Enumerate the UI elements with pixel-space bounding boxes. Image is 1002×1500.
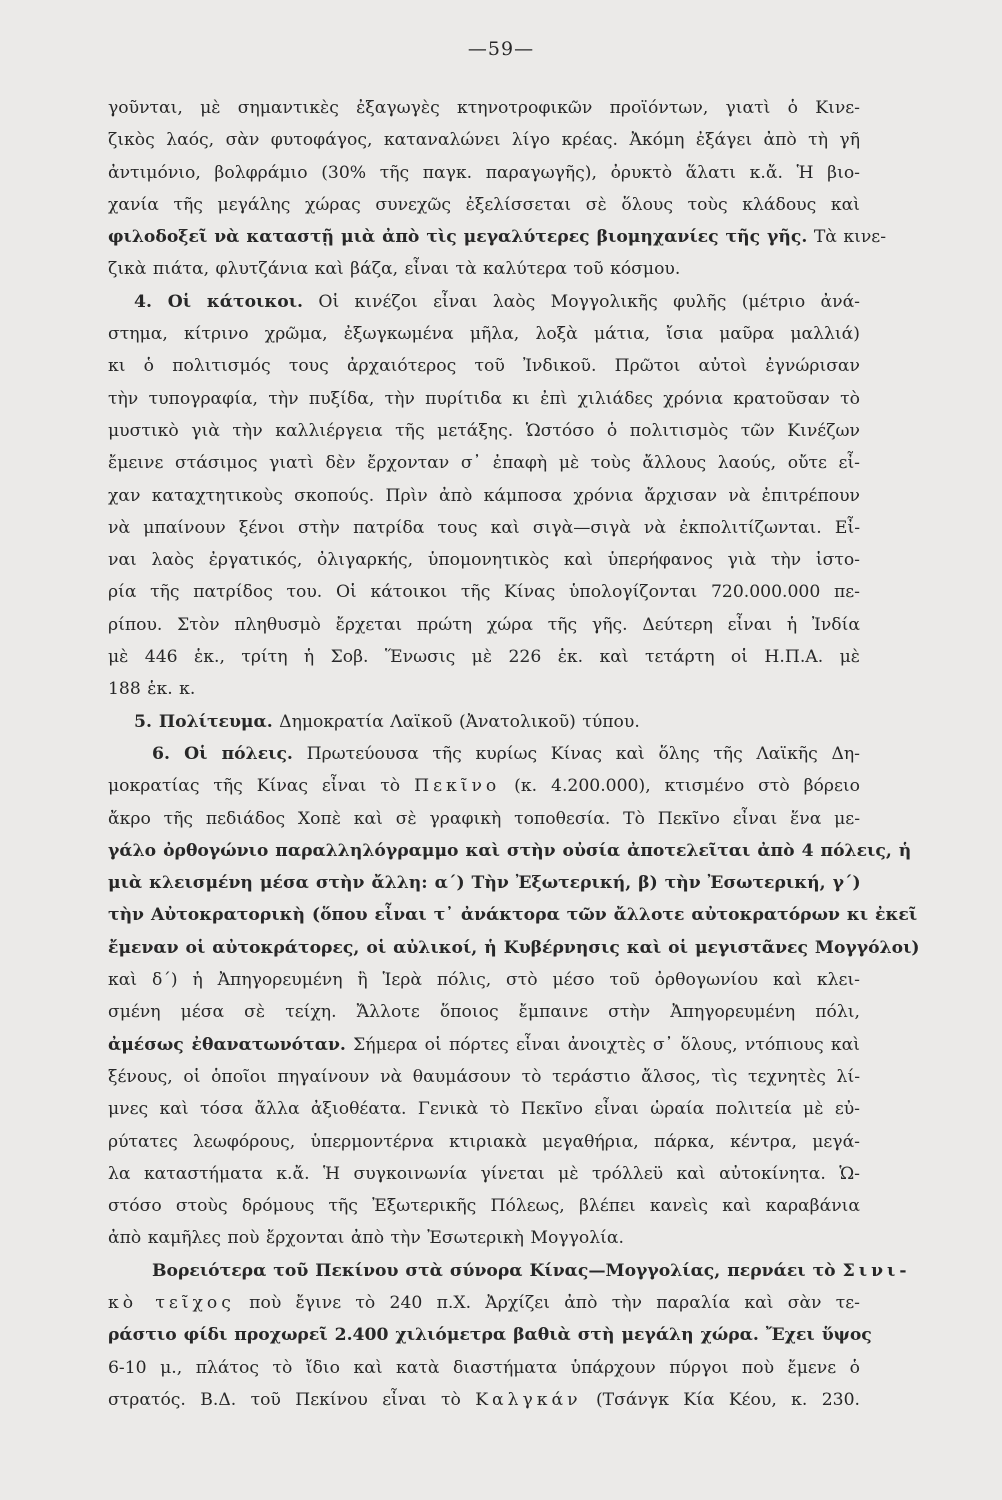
- text-segment: 5. Πολίτευμα.: [134, 711, 273, 732]
- text-line: [108, 1126, 860, 1158]
- text-segment: ἄκρο τῆς πεδιάδος Χοπὲ καὶ σὲ γραφικὴ τοποθεσία. Τὸ Πεκῖνο εἶναι ἕνα με-: [108, 808, 860, 829]
- text-line: [108, 1093, 860, 1125]
- text-segment: (κ. 4.200.000), κτισμένο στὸ βόρειο: [500, 776, 860, 797]
- text-segment: Σήμερα οἱ πόρτες εἶναι ἀνοιχτὲς σ᾿ ὅλους, ντόπιους καὶ: [345, 1034, 860, 1055]
- text-segment: 6. Οἱ πόλεις.: [152, 743, 293, 764]
- text-segment: ρύτατες λεωφόρους, ὑπερμοντέρνα κτιριακὰ μεγαθήρια, πάρκα, κέντρα, μεγά-: [108, 1131, 860, 1152]
- text-segment: στημα, κίτρινο χρῶμα, ἐξωγκωμένα μῆλα, λοξὰ μάτια, ἴσια μαῦρα μαλλιά): [108, 324, 860, 345]
- text-line: [108, 383, 860, 415]
- text-line: [108, 189, 860, 221]
- text-segment: ἔμεινε στάσιμος γιατὶ δὲν ἔρχονταν σ᾿ ἐπαφὴ μὲ τοὺς ἄλλους λαούς, οὔτε εἶ-: [108, 453, 860, 474]
- text-line: [108, 1287, 860, 1319]
- text-line: [108, 221, 886, 253]
- text-line: [108, 447, 860, 479]
- text-segment: 188 ἑκ. κ.: [108, 679, 196, 700]
- text-segment: καὶ δ΄) ἡ Ἀπηγορευμένη ἢ Ἱερὰ πόλις, στὸ μέσο τοῦ ὀρθογωνίου καὶ κλει-: [108, 970, 860, 991]
- text-segment: Βορειότερα τοῦ Πεκίνου στὰ σύνορα Κίνας—Μογγολίας, περνάει τὸ: [152, 1260, 843, 1281]
- text-line: [108, 157, 860, 189]
- text-line: [108, 706, 860, 738]
- text-line: [108, 286, 860, 318]
- body-text: [108, 92, 920, 1416]
- text-line: [108, 803, 860, 835]
- text-segment: κὸ τεῖχος: [108, 1292, 235, 1313]
- text-segment: ἀντιμόνιο, βολφράμιο (30% τῆς παγκ. παραγωγῆς), ὀρυκτὸ ἅλατι κ.ἄ. Ἡ βιο-: [108, 162, 860, 183]
- text-segment: μνες καὶ τόσα ἄλλα ἀξιοθέατα. Γενικὰ τὸ Πεκῖνο εἶναι ὡραία πολιτεία μὲ εὐ-: [108, 1099, 860, 1120]
- text-line: [108, 609, 860, 641]
- text-line: [108, 932, 920, 964]
- text-line: [108, 415, 860, 447]
- text-segment: μιὰ κλεισμένη μέσα στὴν ἄλλη: α΄) Τὴν Ἐξωτερική, β) τὴν Ἐσωτερική, γ΄): [108, 873, 861, 894]
- text-segment: κι ὁ πολιτισμός τους ἀρχαιότερος τοῦ Ἰνδικοῦ. Πρῶτοι αὐτοὶ ἐγνώρισαν: [108, 356, 860, 377]
- text-segment: ζικὸς λαός, σὰν φυτοφάγος, καταναλώνει λίγο κρέας. Ἀκόμη ἐξάγει ἀπὸ τὴ γῆ: [108, 130, 860, 151]
- text-segment: Δημοκρατία Λαϊκοῦ (Ἀνατολικοῦ) τύπου.: [272, 711, 640, 732]
- text-segment: ξένους, οἱ ὁποῖοι πηγαίνουν νὰ θαυμάσουν τὸ τεράστιο ἄλσος, τὶς τεχνητὲς λί-: [108, 1066, 860, 1087]
- text-line: [108, 1352, 860, 1384]
- text-line: [108, 92, 860, 124]
- text-segment: μυστικὸ γιὰ τὴν καλλιέργεια τῆς μετάξης. Ὡστόσο ὁ πολιτισμὸς τῶν Κινέζων: [108, 420, 860, 441]
- text-line: [108, 673, 860, 705]
- text-segment: χανία τῆς μεγάλης χώρας συνεχῶς ἐξελίσσεται σὲ ὅλους τοὺς κλάδους καὶ: [108, 194, 860, 215]
- text-line: [108, 124, 860, 156]
- text-line: [108, 1158, 860, 1190]
- text-line: [108, 512, 860, 544]
- text-segment: λα καταστήματα κ.ἄ. Ἡ συγκοινωνία γίνεται μὲ τρόλλεϋ καὶ αὐτοκίνητα. Ὡ-: [108, 1163, 860, 1184]
- text-line: [108, 1384, 860, 1416]
- text-segment: Καλγκάν: [475, 1389, 582, 1410]
- text-line: [108, 867, 860, 899]
- text-line: [108, 1061, 860, 1093]
- text-segment: ρία τῆς πατρίδος του. Οἱ κάτοικοι τῆς Κίνας ὑπολογίζονται 720.000.000 πε-: [108, 582, 860, 603]
- text-segment: μὲ 446 ἑκ., τρίτη ἡ Σοβ. Ἕνωσις μὲ 226 ἑκ. καὶ τετάρτη οἱ Η.Π.Α. μὲ: [108, 647, 860, 668]
- text-segment: Οἱ κινέζοι εἶναι λαὸς Μογγολικῆς φυλῆς (μέτριο ἀνά-: [303, 291, 860, 312]
- text-line: [108, 576, 860, 608]
- text-line: [108, 253, 860, 285]
- text-segment: 6-10 μ., πλάτος τὸ ἴδιο καὶ κατὰ διαστήματα ὑπάρχουν πύργοι ποὺ ἔμενε ὁ: [108, 1357, 860, 1378]
- text-line: [108, 770, 860, 802]
- text-line: [108, 641, 860, 673]
- text-line: [108, 1319, 872, 1351]
- text-segment: ναι λαὸς ἐργατικός, ὀλιγαρκής, ὑπομονητικὸς καὶ ὑπερήφανος γιὰ τὴν ἱστο-: [108, 550, 860, 571]
- text-segment: γοῦνται, μὲ σημαντικὲς ἐξαγωγὲς κτηνοτροφικῶν προϊόντων, γιατὶ ὁ Κινε-: [108, 98, 860, 118]
- page-number: —59—: [467, 38, 535, 60]
- text-line: [108, 1190, 860, 1222]
- text-line: [108, 996, 860, 1028]
- text-segment: ζικὰ πιάτα, φλυτζάνια καὶ βάζα, εἶναι τὰ καλύτερα τοῦ κόσμου.: [108, 259, 681, 280]
- text-segment: χαν καταχτητικοὺς σκοπούς. Πρὶν ἀπὸ κάμποσα χρόνια ἄρχισαν νὰ ἐπιτρέπουν: [108, 485, 860, 506]
- text-segment: τὴν τυπογραφία, τὴν πυξίδα, τὴν πυρίτιδα κι ἐπὶ χιλιάδες χρόνια κρατοῦσαν τὸ: [108, 388, 860, 409]
- text-segment: Πρωτεύουσα τῆς κυρίως Κίνας καὶ ὅλης τῆς Λαϊκῆς Δη-: [292, 743, 860, 764]
- text-line: [108, 835, 912, 867]
- text-segment: τὴν Αὐτοκρατορικὴ (ὅπου εἶναι τ᾿ ἀνάκτορα τῶν ἄλλοτε αὐτοκρατόρων κι ἐκεῖ: [108, 905, 918, 926]
- text-segment: ἀπὸ καμῆλες ποὺ ἔρχονται ἀπὸ τὴν Ἐσωτερικὴ Μογγολία.: [108, 1228, 624, 1249]
- text-segment: νὰ μπαίνουν ξένοι στὴν πατρίδα τους καὶ σιγὰ—σιγὰ νὰ ἐκπολιτίζωνται. Εἶ-: [108, 517, 860, 538]
- text-segment: ποὺ ἔγινε τὸ 240 π.Χ. Ἀρχίζει ἀπὸ τὴν παραλία καὶ σὰν τε-: [234, 1292, 860, 1313]
- text-segment: Σινι-: [842, 1260, 911, 1281]
- text-segment: ράστιο φίδι προχωρεῖ 2.400 χιλιόμετρα βαθιὰ στὴ μεγάλη χώρα. Ἔχει ὕψος: [108, 1325, 872, 1346]
- text-segment: Τὰ κινε-: [807, 227, 886, 248]
- text-line: [108, 480, 860, 512]
- text-segment: Πεκῖνο: [414, 776, 501, 797]
- text-segment: γάλο ὀρθογώνιο παραλληλόγραμμο καὶ στὴν οὐσία ἀποτελεῖται ἀπὸ 4 πόλεις, ἡ: [108, 840, 912, 861]
- text-segment: σμένη μέσα σὲ τείχη. Ἄλλοτε ὅποιος ἔμπαινε στὴν Ἀπηγορευμένη πόλι,: [108, 1002, 860, 1023]
- text-line: [108, 1222, 860, 1254]
- text-line: [108, 544, 860, 576]
- text-line: [108, 350, 860, 382]
- text-segment: φιλοδοξεῖ νὰ καταστῇ μιὰ ἀπὸ τὶς μεγαλύτερες βιομηχανίες τῆς γῆς.: [108, 227, 808, 248]
- text-segment: ἔμεναν οἱ αὐτοκράτορες, οἱ αὐλικοί, ἡ Κυβέρνησις καὶ οἱ μεγιστᾶνες Μογγόλοι): [108, 937, 920, 958]
- text-line: [108, 899, 918, 931]
- text-line: [108, 1255, 911, 1287]
- text-segment: ἀμέσως ἐθανατωνόταν.: [108, 1034, 346, 1055]
- text-line: [108, 1029, 860, 1061]
- text-segment: μοκρατίας τῆς Κίνας εἶναι τὸ: [108, 776, 415, 797]
- text-segment: ρίπου. Στὸν πληθυσμὸ ἔρχεται πρώτη χώρα τῆς γῆς. Δεύτερη εἶναι ἡ Ἰνδία: [108, 614, 860, 635]
- text-segment: 4. Οἱ κάτοικοι.: [134, 291, 304, 312]
- text-line: [108, 964, 860, 996]
- text-segment: στρατός. Β.Δ. τοῦ Πεκίνου εἶναι τὸ: [108, 1389, 476, 1410]
- text-line: [108, 318, 860, 350]
- text-segment: (Τσάνγκ Κία Κέου, κ. 230.: [581, 1389, 860, 1410]
- text-segment: στόσο στοὺς δρόμους τῆς Ἐξωτερικῆς Πόλεως, βλέπει κανεὶς καὶ καραβάνια: [108, 1196, 860, 1217]
- text-line: [108, 738, 860, 770]
